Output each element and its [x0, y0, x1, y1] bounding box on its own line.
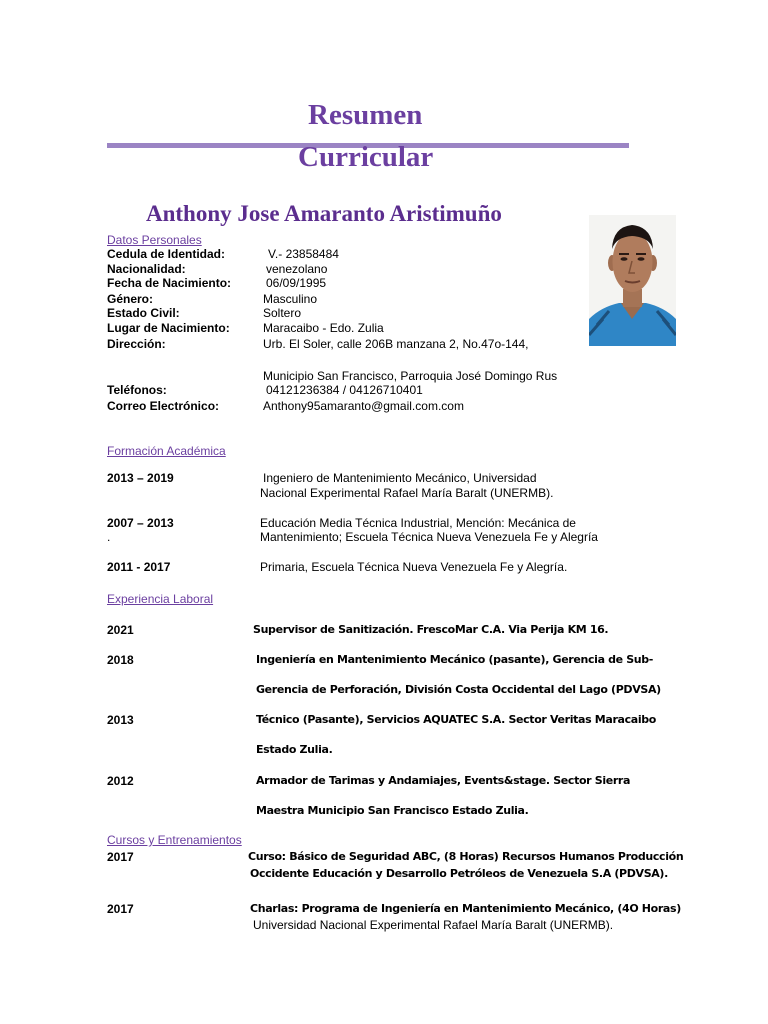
value-address-line-2: Municipio San Francisco, Parroquia José Domingo Rus	[263, 369, 558, 383]
experience-year: 2018	[107, 653, 134, 667]
experience-line: Estado Zulia.	[256, 743, 333, 756]
label-birthdate: Fecha de Nacimiento:	[107, 276, 232, 290]
label-phones: Teléfonos:	[107, 383, 167, 397]
section-experience: Experiencia Laboral	[107, 592, 214, 606]
experience-line: Técnico (Pasante), Servicios AQUATEC S.A. Sector Veritas Maracaibo	[256, 713, 657, 726]
education-line: Nacional Experimental Rafael María Baralt (UNERMB).	[260, 486, 554, 500]
course-year: 2017	[107, 902, 134, 916]
label-address: Dirección:	[107, 337, 166, 351]
course-line: Occidente Educación y Desarrollo Petróleos de Venezuela S.A (PDVSA).	[250, 867, 668, 880]
value-birthdate: 06/09/1995	[266, 276, 327, 290]
education-years: 2011 - 2017	[107, 560, 171, 574]
experience-line: Gerencia de Perforación, División Costa Occidental del Lago (PDVSA)	[256, 683, 661, 696]
label-nationality: Nacionalidad:	[107, 262, 186, 276]
value-birthplace: Maracaibo - Edo. Zulia	[263, 321, 384, 335]
education-line: Mantenimiento; Escuela Técnica Nueva Venezuela Fe y Alegría	[260, 530, 598, 544]
experience-line: Maestra Municipio San Francisco Estado Zulia.	[256, 804, 529, 817]
title-line-2: Curricular	[298, 141, 434, 173]
experience-year: 2012	[107, 774, 134, 788]
course-line: Universidad Nacional Experimental Rafael María Baralt (UNERMB).	[253, 918, 614, 932]
experience-year: 2021	[107, 623, 134, 637]
value-id: V.- 23858484	[268, 247, 339, 261]
section-education: Formación Académica	[107, 444, 226, 458]
education-line: Primaria, Escuela Técnica Nueva Venezuela Fe y Alegría.	[260, 560, 568, 574]
value-gender: Masculino	[263, 292, 318, 306]
label-civil-status: Estado Civil:	[107, 306, 180, 320]
course-line: Curso: Básico de Seguridad ABC, (8 Horas) Recursos Humanos Producción	[248, 850, 684, 863]
section-courses: Cursos y Entrenamientos	[107, 833, 242, 847]
experience-year: 2013	[107, 713, 134, 727]
candidate-name: Anthony Jose Amaranto Aristimuño	[146, 201, 502, 226]
label-gender: Género:	[107, 292, 154, 306]
experience-line: Ingeniería en Mantenimiento Mecánico (pasante), Gerencia de Sub-	[256, 653, 654, 666]
value-nationality: venezolano	[266, 262, 328, 276]
value-phones: 04121236384 / 04126710401	[266, 383, 423, 397]
label-id: Cedula de Identidad:	[107, 247, 226, 261]
education-years: 2007 – 2013	[107, 516, 174, 530]
course-line: Charlas: Programa de Ingeniería en Mantenimiento Mecánico, (4O Horas)	[250, 902, 681, 915]
label-birthplace: Lugar de Nacimiento:	[107, 321, 230, 335]
section-personal-data: Datos Personales	[107, 233, 202, 247]
experience-line: Supervisor de Sanitización. FrescoMar C.A. Via Perija KM 16.	[253, 623, 609, 636]
course-year: 2017	[107, 850, 134, 864]
education-line: Educación Media Técnica Industrial, Mención: Mecánica de	[260, 516, 576, 530]
value-email: Anthony95amaranto@gmail.com.com	[263, 399, 464, 413]
value-civil-status: Soltero	[263, 306, 302, 320]
label-email: Correo Electrónico:	[107, 399, 220, 413]
education-line: Ingeniero de Mantenimiento Mecánico, Universidad	[263, 471, 537, 485]
value-address-line-1: Urb. El Soler, calle 206B manzana 2, No.47o-144,	[263, 337, 529, 351]
experience-line: Armador de Tarimas y Andamiajes, Events&stage. Sector Sierra	[256, 774, 631, 787]
education-years: 2013 – 2019	[107, 471, 174, 485]
profile-photo	[589, 215, 676, 346]
education-dot: .	[107, 530, 111, 544]
title-line-1: Resumen	[308, 99, 423, 131]
